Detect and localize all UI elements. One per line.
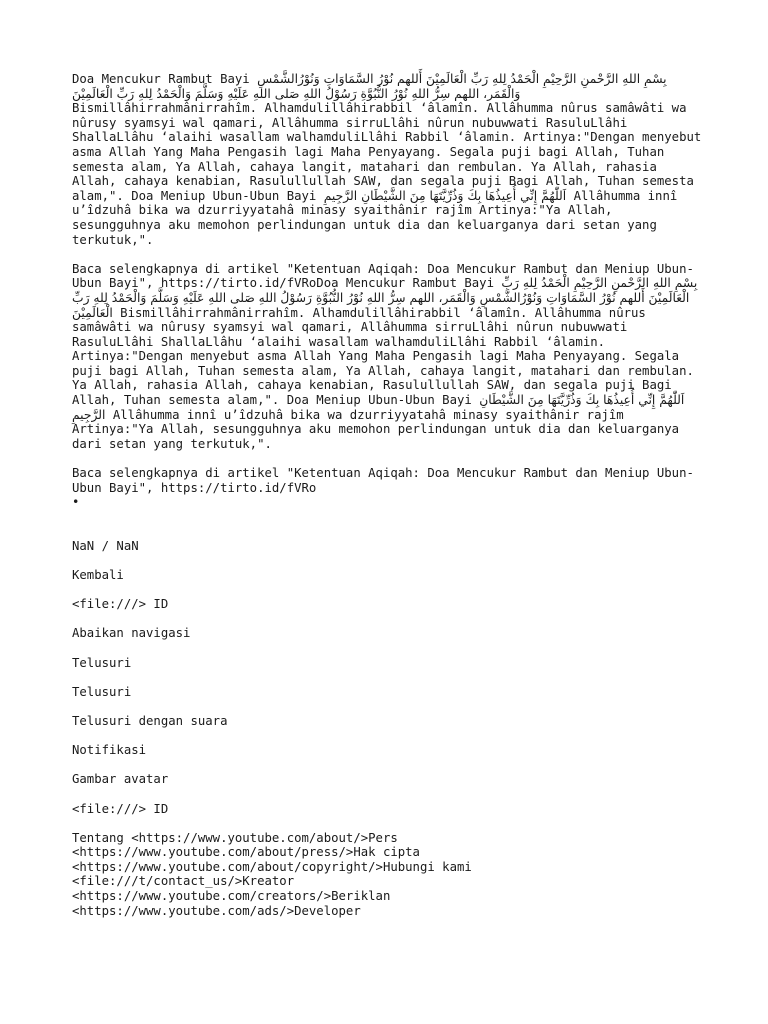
footer-link-about[interactable]: Tentang <https://www.youtube.com/about/>Pers: [72, 830, 398, 845]
paragraph-text-run: Allâhumma innî u’îdzuhâ bika wa dzurriyyatahâ minasy syaithânir rajîm Artinya:"Ya Allah, sesungguhnya aku memohon perlindungan untuk dia dan keluarganya dari setan yang terkutuk,".: [72, 188, 678, 247]
footer-link-ads[interactable]: <https://www.youtube.com/ads/>Developer: [72, 903, 361, 918]
paragraph-text-run: Baca selengkapnya di artikel "Ketentuan Aqiqah: Doa Mencukur Rambut dan Meniup Ubun-Ubun Bayi", https://tirto.id/fVRoDoa Mencukur Rambut Bayi: [72, 261, 694, 291]
arabic-prayer-text: اَللّٰهُمَّ إِنِّي أُعِيذُهَا بِكَ وَذُرِّيَّتَهَا مِنَ الشَّيْطَانِ الرَّجِيمِ: [323, 188, 567, 203]
paragraph-text-run: Allâhumma innî u’îdzuhâ bika wa dzurriyyatahâ minasy syaithânir rajîm Artinya:"Ya Allah, sesungguhnya aku memohon perlindungan untuk dia dan keluarganya dari setan yang terkutuk,".: [72, 407, 680, 451]
search-label[interactable]: Telusuri: [72, 655, 132, 670]
footer-link-contact[interactable]: <file:///t/contact_us/>Kreator: [72, 874, 295, 889]
article-paragraph-1: [72, 72, 704, 247]
paragraph-text-run: Bismillâhirrahmânirrahîm. Alhamdulillâhirabbil ‘âlamîn. Allâhumma nûrus samâwâti wa nûrusy syamsyi wal qamari, Allâhumma sirruLlâhi nûrun nubuwwati RasuluLlâhi ShallaLlâhu ‘alaihi wasallam walhamduliLlâhi Rabbil ‘âlamin. Artinya:"Dengan menyebut asma Allah Yang Maha Pengasih lagi Maha Penyayang. Segala puji bagi Allah, Tuhan semesta alam, Ya Allah, cahaya langit, matahari dan rembulan. Ya Allah, rahasia Allah, cahaya kenabian, Rasulullullah SAW, dan segala puji Bagi Allah, Tuhan semesta alam,". Doa Meniup Ubun-Ubun Bayi: [72, 305, 694, 408]
file-id-link[interactable]: <file:///> ID: [72, 597, 169, 612]
article-paragraph-2: [72, 262, 704, 452]
footer-link-copyright[interactable]: <https://www.youtube.com/about/copyright/>Hubungi kami: [72, 859, 472, 874]
page-counter: NaN / NaN: [72, 538, 139, 553]
file-id-link-2[interactable]: <file:///> ID: [72, 801, 169, 816]
avatar-image-label[interactable]: Gambar avatar: [72, 772, 169, 787]
paragraph-text-run: Bismillâhirrahmânirrahîm. Alhamdulillâhirabbil ‘âlamîn. Allâhumma nûrus samâwâti wa nûrusy syamsyi wal qamari, Allâhumma sirruLlâhi nûrun nubuwwati RasuluLlâhi ShallaLlâhu ‘alaihi wasallam walhamduliLlâhi Rabbil ‘âlamin. Artinya:"Dengan menyebut asma Allah Yang Maha Pengasih lagi Maha Penyayang. Segala puji bagi Allah, Tuhan semesta alam, Ya Allah, cahaya langit, matahari dan rembulan. Ya Allah, rahasia Allah, cahaya kenabian, Rasulullullah SAW, dan segala puji Bagi Allah, Tuhan semesta alam,". Doa Meniup Ubun-Ubun Bayi: [72, 101, 702, 203]
bullet-marker: •: [72, 495, 80, 510]
skip-navigation-link[interactable]: Abaikan navigasi: [72, 626, 191, 641]
back-link[interactable]: Kembali: [72, 568, 124, 582]
voice-search-label[interactable]: Telusuri dengan suara: [72, 713, 228, 728]
footer-link-press[interactable]: <https://www.youtube.com/about/press/>Hak cipta: [72, 845, 420, 860]
document-page: [72, 72, 704, 918]
footer-link-creators[interactable]: <https://www.youtube.com/creators/>Beriklan: [72, 889, 391, 904]
search-button-label[interactable]: Telusuri: [72, 684, 132, 699]
footer-links: [72, 831, 704, 919]
arabic-prayer-text: بِسْمِ اللهِ الرَّحْمنِ الرَّحِيْمِ الْحَمْدُ لِلهِ رَبِّ الْعَالَمِيْنَ أَللهم نُوْرُ السَّمَاوَاتِ وَنُوْرُالشَّمْسِ وَالْقَمَر، اللهم سِرُّ اللهِ نُوْرُ النُّبُوَّةِ رَسُوْلُ اللهِ صَلى اللهِ عَلَيْهِ وَسَلَّمَ وَالْحَمْدُ لِلهِ رَبِّ الْعَالَمِيْنَ: [72, 276, 698, 320]
arabic-prayer-text: اَللّٰهُمَّ إِنِّي أُعِيذُهَا بِكَ وَذُرِّيَّتَهَا مِنَ الشَّيْطَانِ الرَّجِيمِ: [72, 393, 685, 422]
notifications-label[interactable]: Notifikasi: [72, 743, 147, 758]
paragraph-text-run: Doa Mencukur Rambut Bayi: [72, 72, 258, 86]
article-paragraph-3: Baca selengkapnya di artikel "Ketentuan Aqiqah: Doa Mencukur Rambut dan Meniup Ubun-Ubun Bayi", https://tirto.id/fVRo: [72, 466, 694, 495]
arabic-prayer-text: بِسْمِ اللهِ الرَّحْمنِ الرَّحِيْمِ الْحَمْدُ لِلهِ رَبِّ الْعَالَمِيْنَ أَللهم نُوْرُ السَّمَاوَاتِ وَنُوْرُالشَّمْسِ وَالْقَمَر، اللهم سِرُّ اللهِ نُوْرُ النُّبُوَّةِ رَسُوْلُ اللهِ صَلى اللهِ عَلَيْهِ وَسَلَّمَ وَالْحَمْدُ لِلهِ رَبِّ الْعَالَمِيْنَ: [72, 72, 667, 101]
